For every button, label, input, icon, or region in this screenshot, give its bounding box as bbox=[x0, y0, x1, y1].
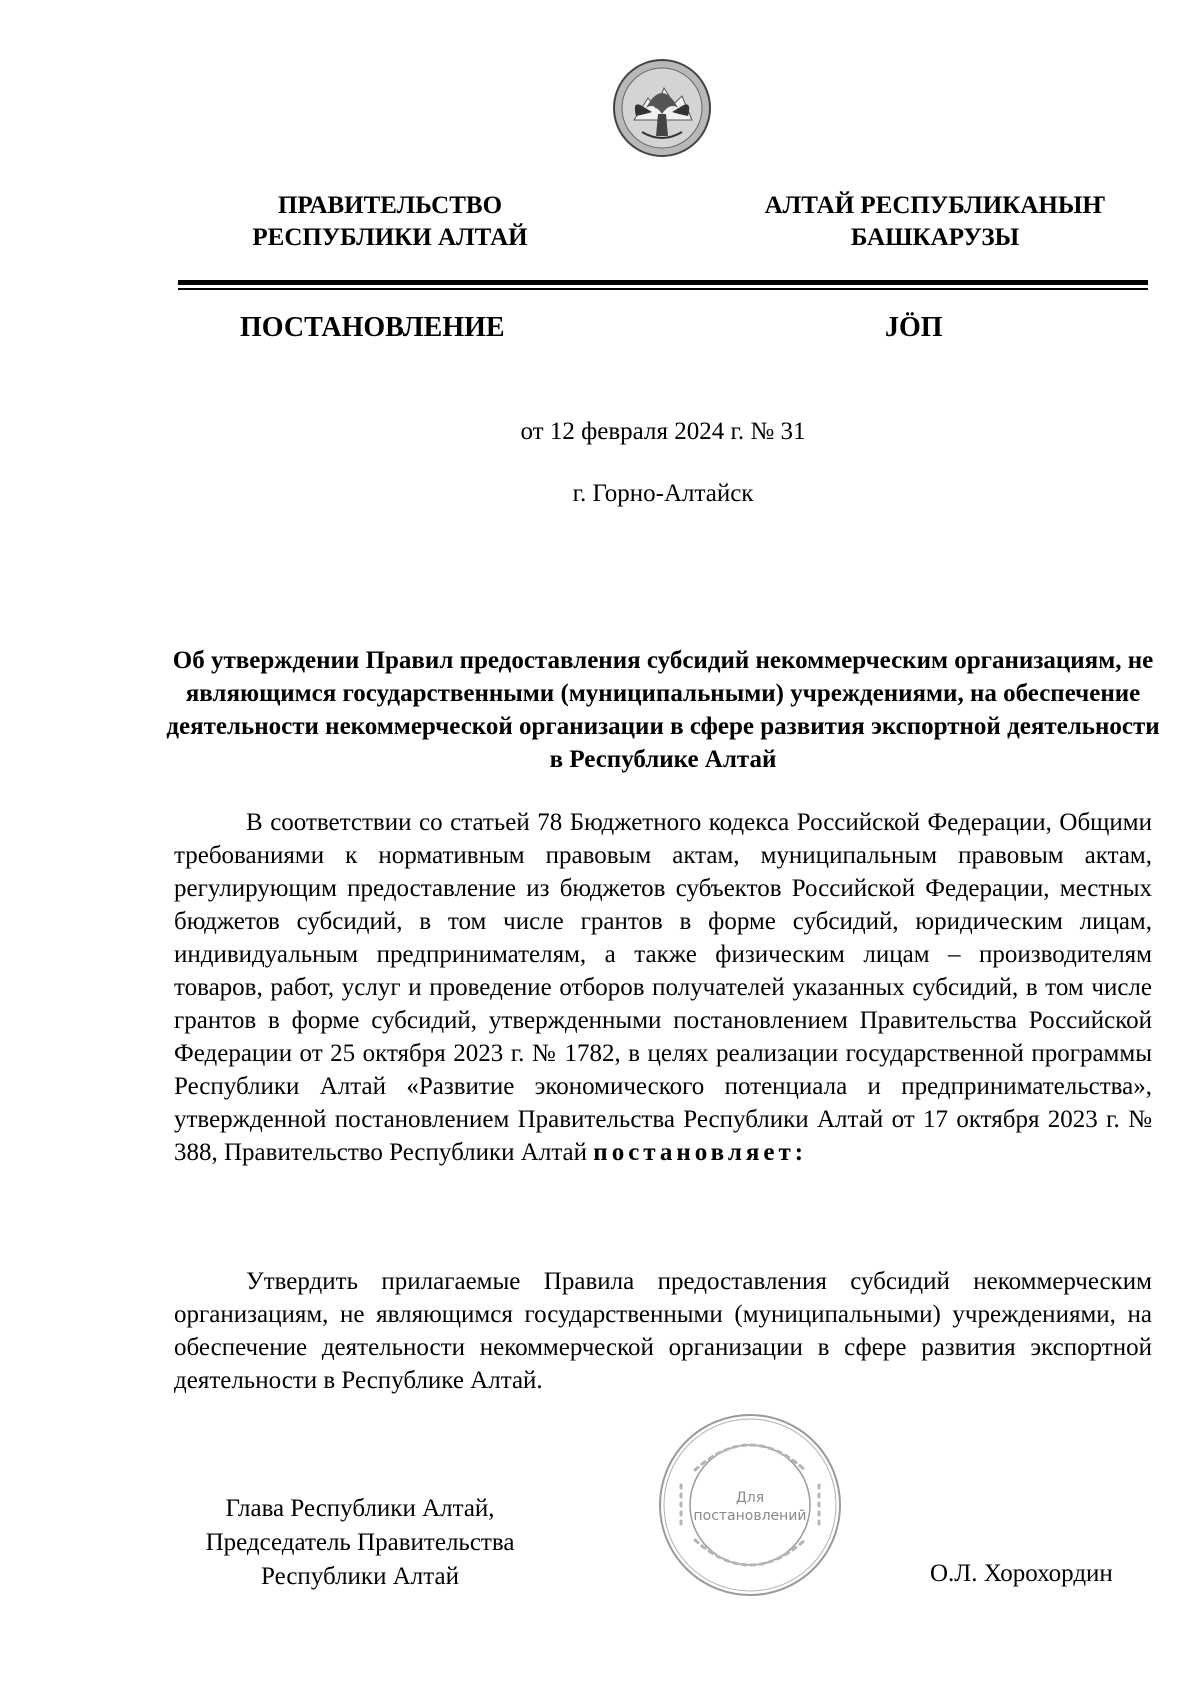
signatory-position-line3: Республики Алтай bbox=[261, 1563, 459, 1590]
stamp-center-line2: постановлений bbox=[693, 1508, 807, 1524]
signatory-position-line2: Председатель Правительства bbox=[205, 1529, 515, 1556]
org-name-altai-line1: АЛТАЙ РЕСПУБЛИКАНЫҤ bbox=[764, 192, 1106, 219]
org-name-russian bbox=[225, 190, 555, 254]
org-name-russian-line1: ПРАВИТЕЛЬСТВО bbox=[277, 192, 503, 219]
doc-type-russian: ПОСТАНОВЛЕНИЕ bbox=[240, 312, 505, 343]
signatory-position-line1: Глава Республики Алтай, bbox=[225, 1495, 495, 1522]
header-divider-thin bbox=[178, 288, 1148, 290]
header-divider-thick bbox=[178, 280, 1148, 285]
org-name-altai bbox=[735, 190, 1135, 254]
org-name-russian-line2: РЕСПУБЛИКИ АЛТАЙ bbox=[252, 224, 528, 251]
body-paragraph-2: Утвердить прилагаемые Правила предоставления субсидий некоммерческим организациям, не являющимся государственными (муниципальными) учреждениями, на обеспечение деятельности некоммерческой организации в сфере развития экспортной деятельности в Республике Алтай. bbox=[174, 1268, 1152, 1394]
coat-of-arms-emblem bbox=[612, 58, 712, 158]
document-title: Об утверждении Правил предоставления субсидий некоммерческим организациям, не являющимся государственными (муниципальными) учреждениями, на обеспечение деятельности некоммерческой организации в сфере развития экспортной деятельности в Республике Алтай bbox=[166, 647, 1160, 773]
body-paragraph-1 bbox=[174, 806, 1152, 1169]
org-name-altai-line2: БАШКАРУЗЫ bbox=[850, 224, 1020, 251]
doc-type-altai: JӦП bbox=[885, 312, 943, 343]
document-date-number: от 12 февраля 2024 г. № 31 bbox=[520, 418, 806, 445]
resolution-keyword: постановляет: bbox=[593, 1139, 808, 1166]
stamp-center-line1: Для bbox=[735, 1490, 765, 1506]
document-city: г. Горно-Алтайск bbox=[572, 480, 754, 507]
body-paragraph-1-text: В соответствии со статьей 78 Бюджетного кодекса Российской Федерации, Общими требованиями к нормативным правовым актам, муниципальным правовым актам, регулирующим предоставление из бюджетов субъектов Российской Федерации, местных бюджетов субсидий, в том числе грантов в форме субсидий, юридическим лицам, индивидуальным предпринимателям, а также физическим лицам – производителям товаров, работ, услуг и проведение отборов получателей указанных субсидий, в том числе грантов в форме субсидий, утвержденными постановлением Правительства Российской Федерации от 25 октября 2023 г. № 1782, в целях реализации государственной программы Республики Алтай «Развитие экономического потенциала и предпринимательства», утвержденной постановлением Правительства Республики Алтай от 17 октября 2023 г. № 388, Правительство Республики Алтай bbox=[174, 809, 1152, 1166]
official-stamp bbox=[655, 1410, 845, 1600]
signatory-position bbox=[160, 1492, 560, 1594]
signatory-name: О.Л. Хорохордин bbox=[930, 1560, 1113, 1587]
